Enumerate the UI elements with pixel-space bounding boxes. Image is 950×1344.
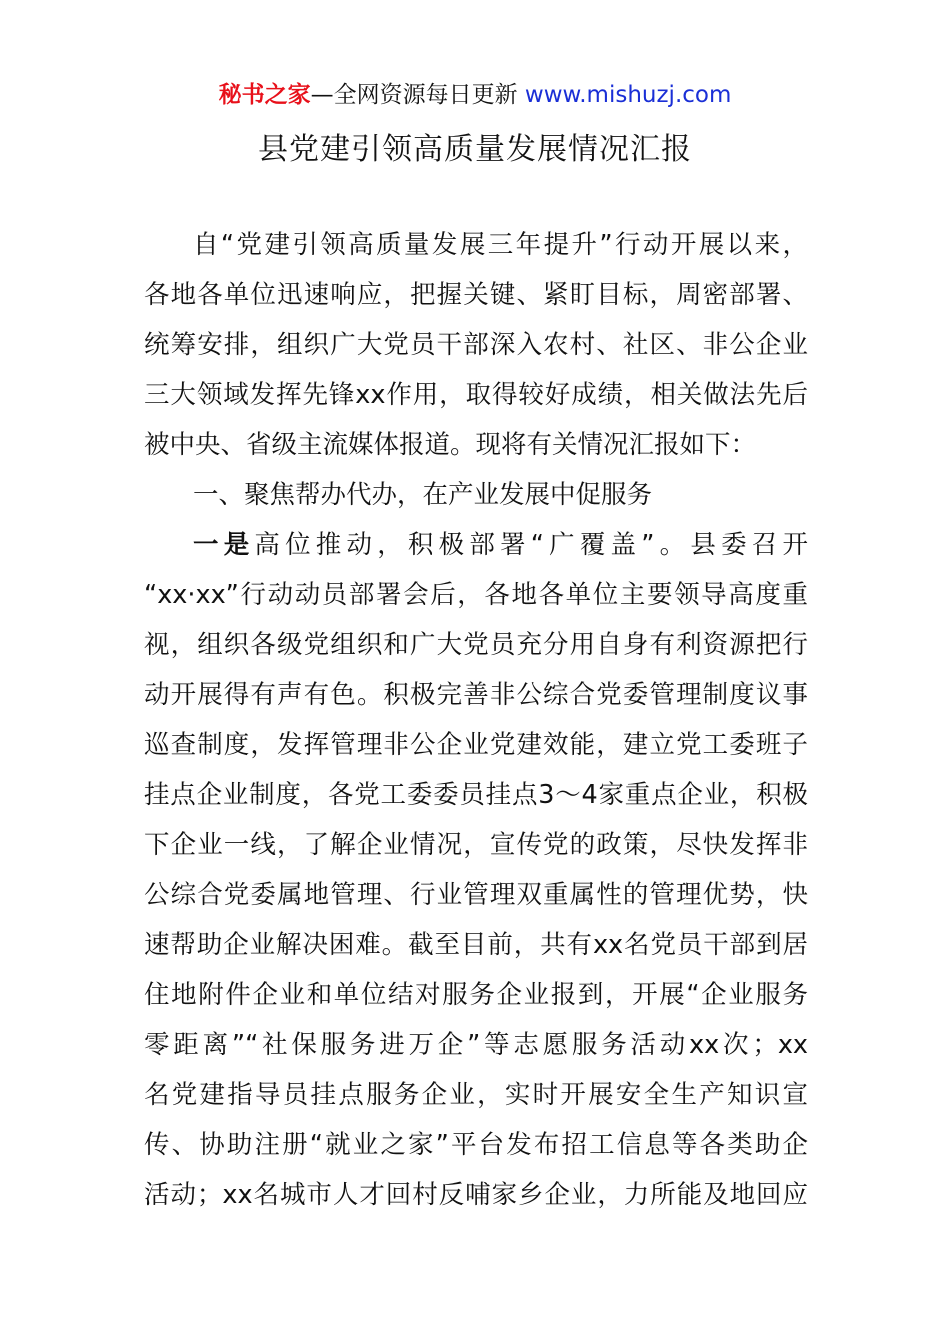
paragraph-line: 速帮助企业解决困难。截至目前，共有xx名党员干部到居 — [144, 930, 808, 960]
paragraph-line: 自“党建引领高质量发展三年提升”行动开展以来， — [193, 230, 808, 260]
paragraph-line: “xx·xx”行动动员部署会后，各地各单位主要领导高度重 — [144, 580, 808, 610]
paragraph-line: 视，组织各级党组织和广大党员充分用自身有利资源把行 — [144, 630, 808, 660]
point-one-text: 高位推动，积极部署“广覆盖”。县委召开 — [254, 530, 808, 560]
section-heading: 一、聚焦帮办代办，在产业发展中促服务 — [193, 480, 653, 510]
paragraph-line: 活动；xx名城市人才回村反哺家乡企业，力所能及地回应 — [144, 1180, 808, 1210]
paragraph-line: 被中央、省级主流媒体报道。现将有关情况汇报如下： — [144, 430, 757, 460]
site-tagline: —全网资源每日更新 — [310, 82, 518, 108]
site-header — [0, 78, 950, 112]
site-brand: 秘书之家 — [218, 82, 311, 108]
paragraph-line: 传、协助注册“就业之家”平台发布招工信息等各类助企 — [144, 1130, 808, 1160]
paragraph-line: 挂点企业制度，各党工委委员挂点3～4家重点企业，积极 — [144, 780, 808, 810]
site-url[interactable]: www.mishuzj.com — [524, 82, 732, 108]
paragraph-line: 公综合党委属地管理、行业管理双重属性的管理优势，快 — [144, 880, 808, 910]
paragraph-line: 统筹安排，组织广大党员干部深入农村、社区、非公企业 — [144, 330, 808, 360]
paragraph-line: 动开展得有声有色。积极完善非公综合党委管理制度议事 — [144, 680, 808, 710]
paragraph-line: 零距离”“社保服务进万企”等志愿服务活动xx次；xx — [144, 1030, 808, 1060]
paragraph-line: 住地附件企业和单位结对服务企业报到，开展“企业服务 — [144, 980, 808, 1010]
paragraph-line: 各地各单位迅速响应，把握关键、紧盯目标，周密部署、 — [144, 280, 808, 310]
paragraph-line: 三大领域发挥先锋xx作用，取得较好成绩，相关做法先后 — [144, 380, 808, 410]
paragraph-line: 下企业一线，了解企业情况，宣传党的政策，尽快发挥非 — [144, 830, 808, 860]
point-one-line — [193, 527, 808, 563]
paragraph-line: 巡查制度，发挥管理非公企业党建效能，建立党工委班子 — [144, 730, 808, 760]
document-title: 县党建引领高质量发展情况汇报 — [258, 132, 692, 167]
point-one-lead: 一是 — [193, 530, 255, 560]
paragraph-line: 名党建指导员挂点服务企业，实时开展安全生产知识宣 — [144, 1080, 808, 1110]
